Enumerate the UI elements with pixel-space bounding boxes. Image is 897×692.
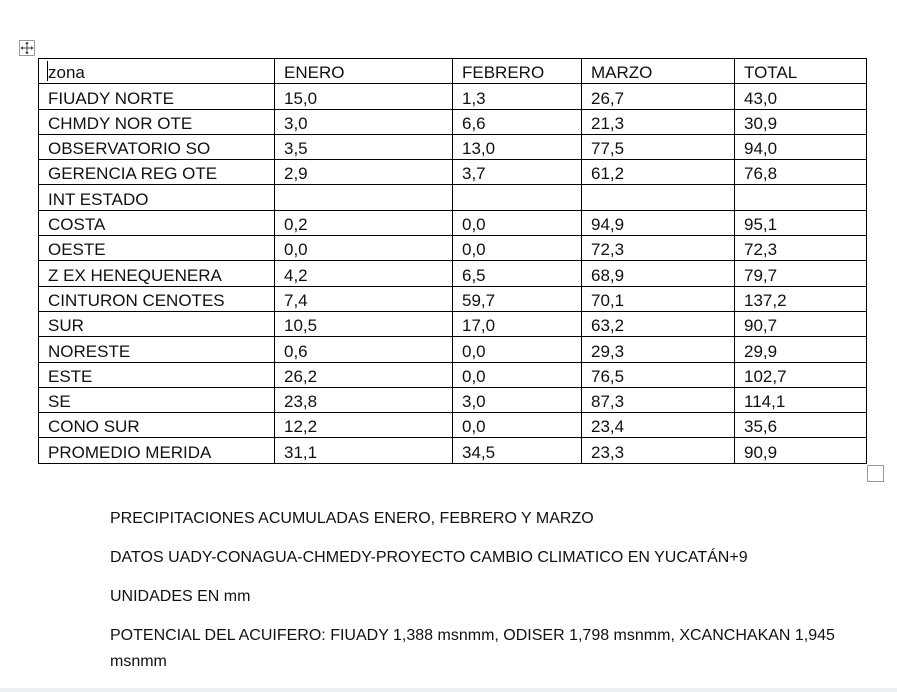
table-cell-enero[interactable]: 0,6 [275, 337, 453, 362]
table-row [39, 413, 867, 438]
table-cell-marzo[interactable]: 68,9 [582, 261, 735, 286]
table-row [39, 362, 867, 387]
notes-title[interactable]: PRECIPITACIONES ACUMULADAS ENERO, FEBRERO Y MARZO [110, 510, 594, 527]
table-cell-zona[interactable]: NORESTE [39, 337, 275, 362]
table-row [39, 160, 867, 185]
table-cell-marzo[interactable]: 87,3 [582, 387, 735, 412]
table-cell-febrero[interactable] [453, 185, 582, 210]
table-cell-total[interactable]: 43,0 [735, 84, 867, 109]
table-move-icon[interactable] [19, 40, 35, 56]
table-cell-enero[interactable] [275, 185, 453, 210]
table-cell-zona[interactable]: COSTA [39, 210, 275, 235]
table-cell-zona[interactable]: PROMEDIO MERIDA [39, 438, 275, 463]
table-cell-total[interactable]: 90,9 [735, 438, 867, 463]
table-cell-febrero[interactable]: 34,5 [453, 438, 582, 463]
table-cell-marzo[interactable]: 77,5 [582, 134, 735, 159]
table-cell-marzo[interactable]: 76,5 [582, 362, 735, 387]
table-header-row [39, 59, 867, 84]
table-cell-zona[interactable]: SE [39, 387, 275, 412]
header-cell-marzo[interactable]: MARZO [582, 59, 735, 84]
table-cell-total[interactable]: 72,3 [735, 236, 867, 261]
table-cell-total[interactable]: 90,7 [735, 311, 867, 336]
header-cell-total[interactable]: TOTAL [735, 59, 867, 84]
table-cell-marzo[interactable]: 26,7 [582, 84, 735, 109]
table-row [39, 261, 867, 286]
table-cell-zona[interactable]: ESTE [39, 362, 275, 387]
table-cell-marzo[interactable]: 61,2 [582, 160, 735, 185]
table-cell-enero[interactable]: 3,0 [275, 109, 453, 134]
table-cell-total[interactable]: 79,7 [735, 261, 867, 286]
table-cell-zona[interactable]: SUR [39, 311, 275, 336]
table-cell-zona[interactable]: OBSERVATORIO SO [39, 134, 275, 159]
table-cell-marzo[interactable]: 29,3 [582, 337, 735, 362]
table-row [39, 236, 867, 261]
header-cell-febrero[interactable]: FEBRERO [453, 59, 582, 84]
table-cell-febrero[interactable]: 13,0 [453, 134, 582, 159]
page-bottom-edge [0, 688, 897, 692]
table-cell-total[interactable]: 30,9 [735, 109, 867, 134]
table-cell-enero[interactable]: 26,2 [275, 362, 453, 387]
table-row [39, 311, 867, 336]
table-cell-enero[interactable]: 2,9 [275, 160, 453, 185]
table-cell-total[interactable]: 102,7 [735, 362, 867, 387]
table-cell-marzo[interactable]: 63,2 [582, 311, 735, 336]
table-cell-enero[interactable]: 7,4 [275, 286, 453, 311]
table-cell-total[interactable]: 76,8 [735, 160, 867, 185]
table-row [39, 286, 867, 311]
table-cell-total[interactable]: 114,1 [735, 387, 867, 412]
table-cell-zona[interactable]: FIUADY NORTE [39, 84, 275, 109]
table-body [39, 59, 867, 464]
table-cell-febrero[interactable]: 59,7 [453, 286, 582, 311]
notes-section [110, 506, 850, 688]
table-cell-marzo[interactable] [582, 185, 735, 210]
table-cell-zona[interactable]: GERENCIA REG OTE [39, 160, 275, 185]
table-cell-total[interactable]: 35,6 [735, 413, 867, 438]
table-row [39, 438, 867, 463]
table-cell-marzo[interactable]: 72,3 [582, 236, 735, 261]
table-cell-febrero[interactable]: 3,0 [453, 387, 582, 412]
table-row [39, 185, 867, 210]
table-cell-marzo[interactable]: 70,1 [582, 286, 735, 311]
table-resize-icon[interactable] [867, 465, 884, 482]
table-cell-marzo[interactable]: 21,3 [582, 109, 735, 134]
table-cell-zona[interactable]: INT ESTADO [39, 185, 275, 210]
table-cell-febrero[interactable]: 6,5 [453, 261, 582, 286]
table-cell-enero[interactable]: 0,2 [275, 210, 453, 235]
table-cell-total[interactable]: 94,0 [735, 134, 867, 159]
table-cell-zona[interactable]: Z EX HENEQUENERA [39, 261, 275, 286]
notes-units[interactable]: UNIDADES EN mm [110, 588, 251, 605]
header-cell-enero[interactable]: ENERO [275, 59, 453, 84]
table-row [39, 337, 867, 362]
header-cell-zona[interactable]: zona [39, 59, 275, 84]
table-cell-zona[interactable]: CHMDY NOR OTE [39, 109, 275, 134]
table-cell-febrero[interactable]: 0,0 [453, 210, 582, 235]
table-row [39, 109, 867, 134]
table-cell-enero[interactable]: 3,5 [275, 134, 453, 159]
table-cell-febrero[interactable]: 6,6 [453, 109, 582, 134]
table-cell-marzo[interactable]: 23,4 [582, 413, 735, 438]
table-cell-total[interactable]: 137,2 [735, 286, 867, 311]
table-row [39, 84, 867, 109]
table-cell-febrero[interactable]: 3,7 [453, 160, 582, 185]
table-cell-zona[interactable]: OESTE [39, 236, 275, 261]
precipitation-table [38, 58, 867, 464]
table-cell-febrero[interactable]: 0,0 [453, 337, 582, 362]
table-cell-zona[interactable]: CONO SUR [39, 413, 275, 438]
table-cell-enero[interactable]: 12,2 [275, 413, 453, 438]
table-cell-total[interactable] [735, 185, 867, 210]
table-cell-febrero[interactable]: 1,3 [453, 84, 582, 109]
table-cell-enero[interactable]: 4,2 [275, 261, 453, 286]
table-cell-total[interactable]: 29,9 [735, 337, 867, 362]
table-cell-febrero[interactable]: 17,0 [453, 311, 582, 336]
table-cell-zona[interactable]: CINTURON CENOTES [39, 286, 275, 311]
table-cell-enero[interactable]: 15,0 [275, 84, 453, 109]
table-cell-febrero[interactable]: 0,0 [453, 413, 582, 438]
table-cell-marzo[interactable]: 94,9 [582, 210, 735, 235]
table-cell-enero[interactable]: 0,0 [275, 236, 453, 261]
table-cell-febrero[interactable]: 0,0 [453, 236, 582, 261]
table-cell-febrero[interactable]: 0,0 [453, 362, 582, 387]
table-cell-total[interactable]: 95,1 [735, 210, 867, 235]
table-row [39, 387, 867, 412]
table-row [39, 210, 867, 235]
notes-source[interactable]: DATOS UADY-CONAGUA-CHMEDY-PROYECTO CAMBIO CLIMATICO EN YUCATÁN+9 [110, 549, 748, 566]
table-cell-marzo[interactable]: 23,3 [582, 438, 735, 463]
table-row [39, 134, 867, 159]
table-cell-enero[interactable]: 31,1 [275, 438, 453, 463]
table-cell-enero[interactable]: 10,5 [275, 311, 453, 336]
text-cursor [47, 61, 48, 81]
notes-aquifer[interactable]: POTENCIAL DEL ACUIFERO: FIUADY 1,388 msnmm, ODISER 1,798 msnmm, XCANCHAKAN 1,945 msnmm [110, 627, 835, 670]
table-cell-enero[interactable]: 23,8 [275, 387, 453, 412]
